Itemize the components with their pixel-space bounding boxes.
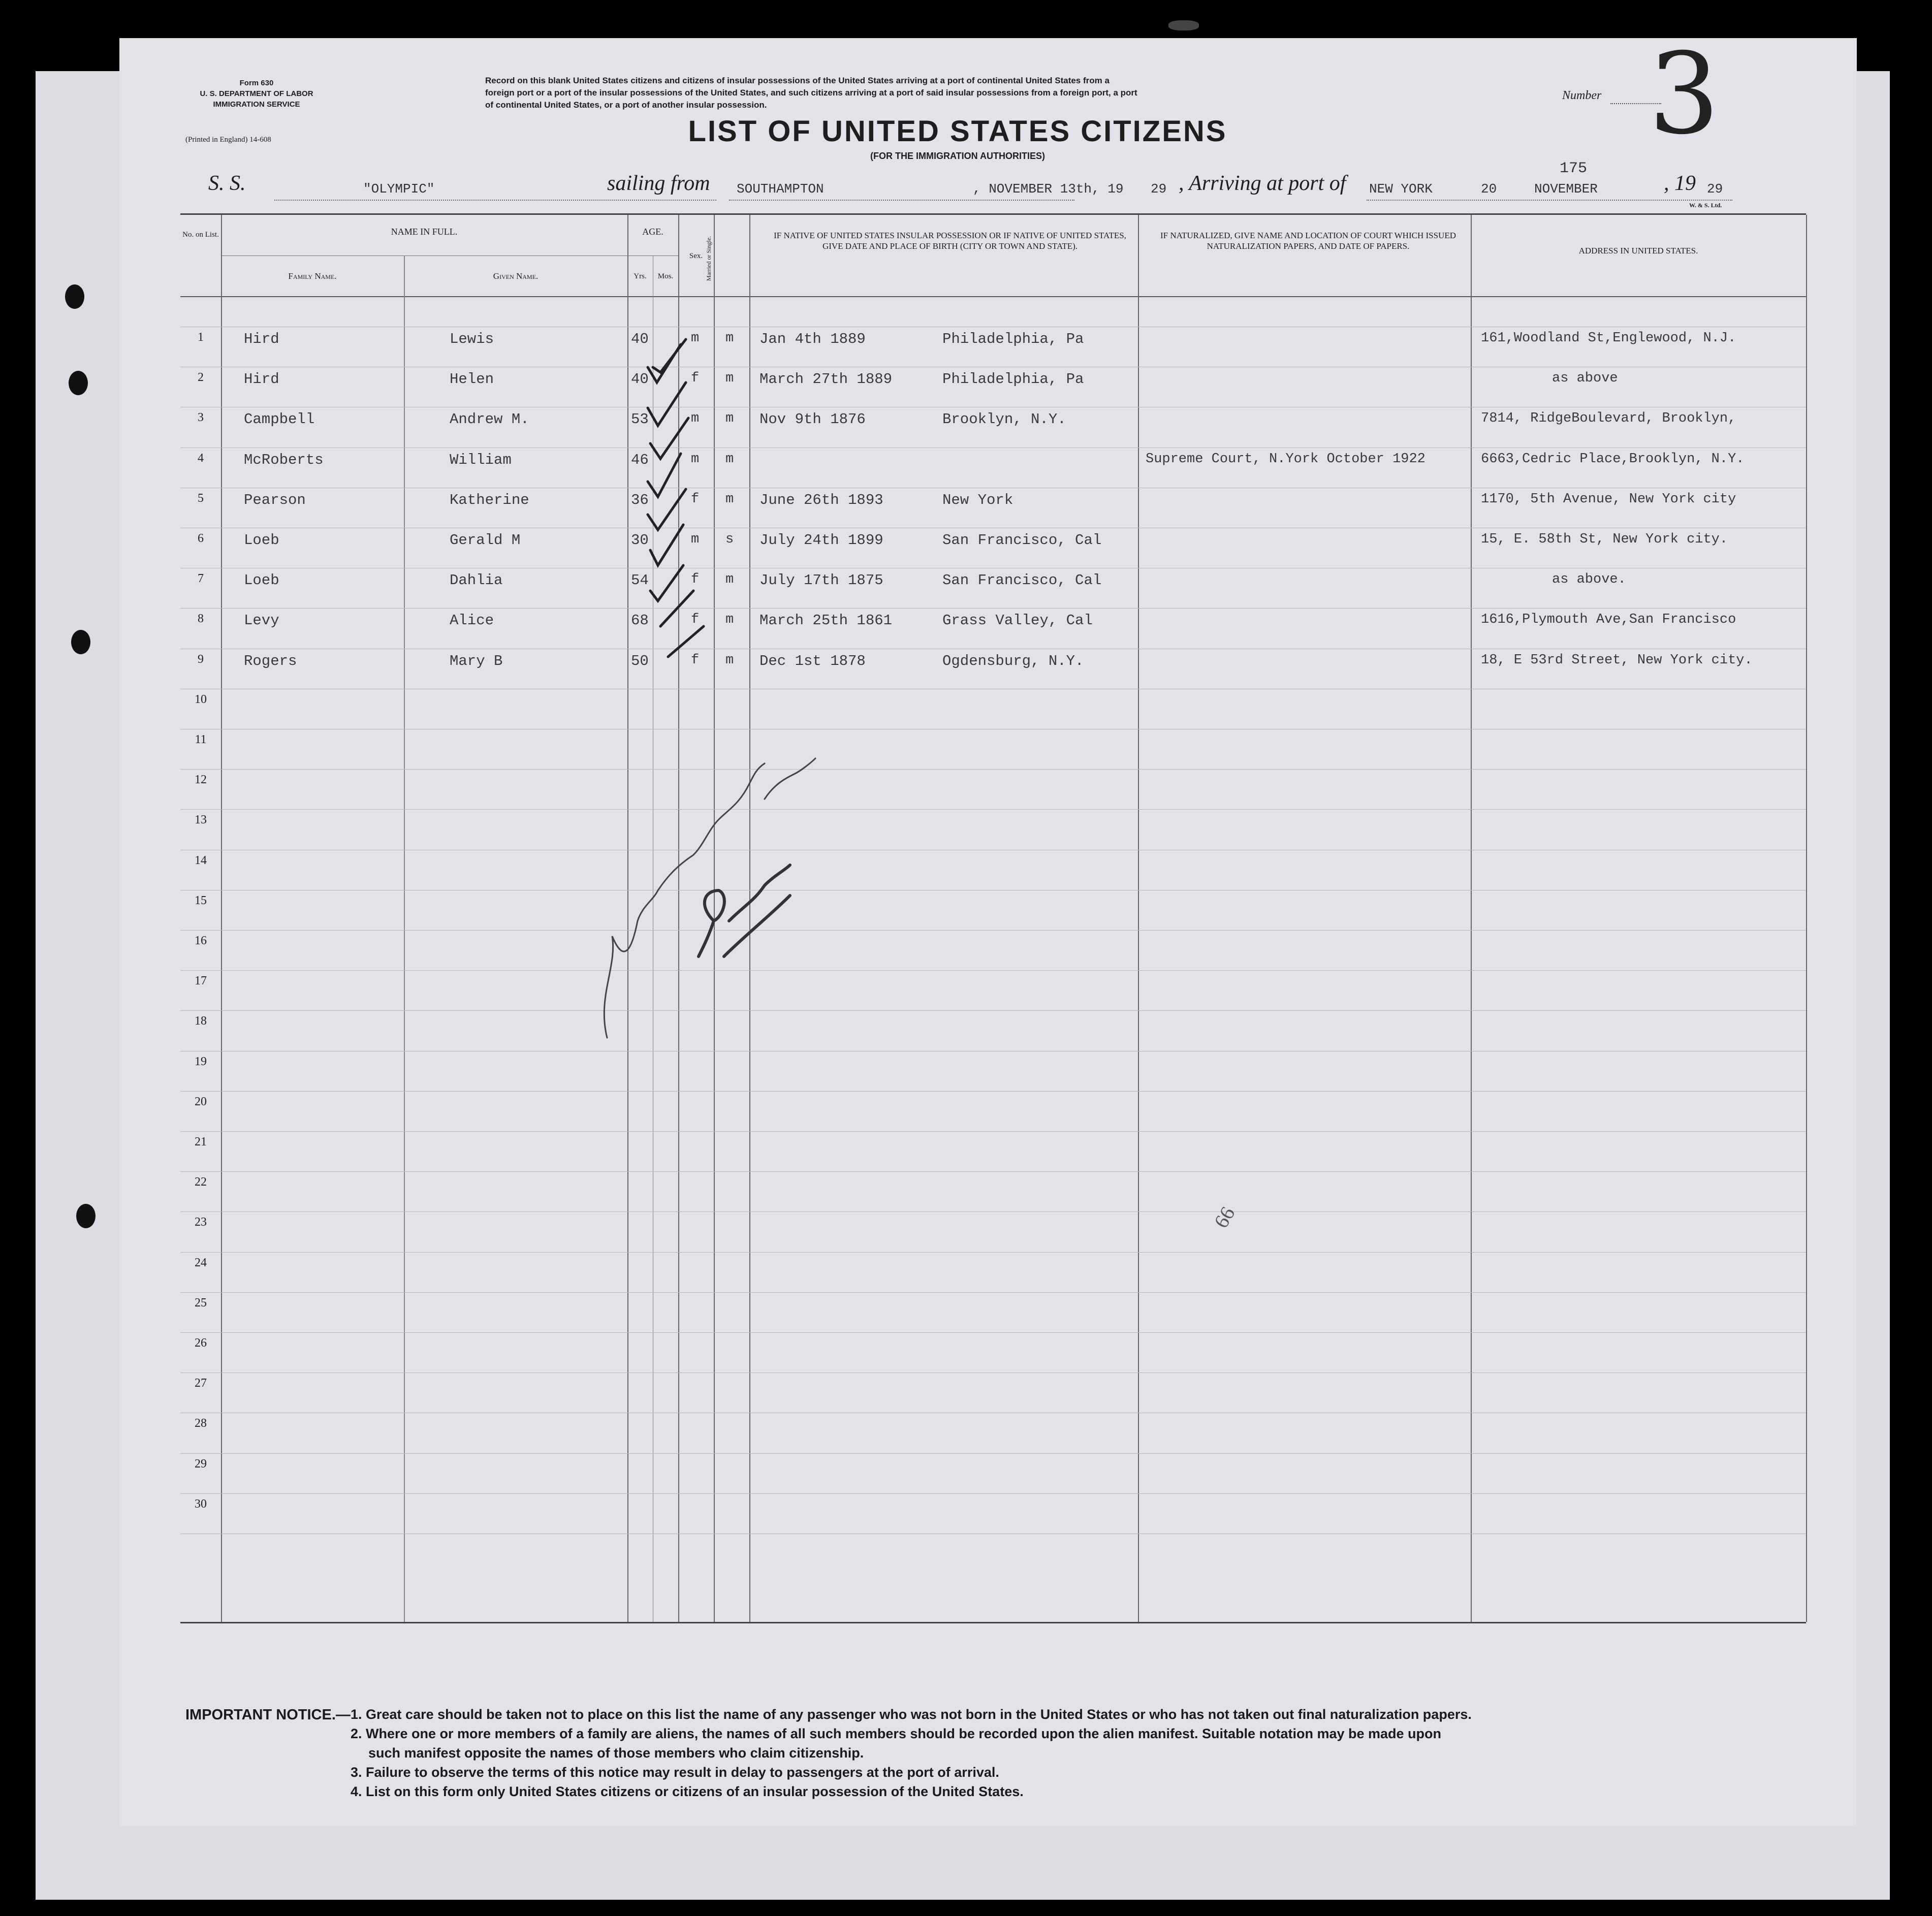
table-row (180, 813, 1806, 844)
notice-line-1: 1. Great care should be taken not to place on this list the name of any passenger who was not born in the United States or who has not taken out final naturalization papers. (351, 1707, 1472, 1722)
col-yrs-header: Yrs. (634, 272, 647, 280)
birth-place-cell: San Francisco, Cal (942, 572, 1102, 589)
arrive-year-prefix: , 19 (1664, 172, 1696, 195)
table-row (180, 452, 1806, 482)
given-name-cell: Katherine (450, 491, 529, 508)
form-number: Form 630 (239, 79, 274, 87)
check-marks (638, 337, 739, 667)
rownum-cell: 13 (195, 813, 207, 827)
col-naturalized-header: IF NATURALIZED, GIVE NAME AND LOCATION OF COURT WHICH ISSUED NATURALIZATION PAPERS, AND DATE OF PAPERS. (1160, 231, 1456, 251)
col-married-header: Married or Single. (705, 236, 712, 281)
family-name-cell: Rogers (244, 652, 297, 669)
birth-place-cell: Grass Valley, Cal (942, 612, 1093, 629)
rownum-cell: 19 (195, 1055, 207, 1068)
form-id-block (191, 78, 323, 110)
sex-cell: m (691, 411, 700, 427)
col-sex-header: Sex. (689, 252, 703, 260)
from-port: SOUTHAMPTON (737, 181, 824, 197)
birth-date-cell: June 26th 1893 (759, 491, 883, 508)
table-row (180, 1014, 1806, 1045)
table-row (180, 411, 1806, 441)
table-row (180, 1377, 1806, 1407)
rownum-cell: 17 (195, 974, 207, 988)
given-name-cell: Gerald M (450, 532, 521, 549)
rownum-cell: 11 (195, 733, 207, 746)
table-row (180, 1457, 1806, 1488)
sex-cell: f (691, 572, 700, 588)
arrive-month: NOVEMBER (1534, 181, 1598, 197)
rownum-cell: 8 (198, 612, 204, 626)
ship-line (274, 200, 716, 201)
rownum-cell: 24 (195, 1256, 207, 1269)
age-cell: 40 (631, 331, 649, 347)
list-number: 3 (1649, 29, 1720, 159)
age-cell: 40 (631, 371, 649, 388)
age-cell: 50 (631, 652, 649, 669)
rownum-cell: 26 (195, 1336, 207, 1350)
birth-date-cell: July 17th 1875 (759, 572, 883, 589)
table-row (180, 1095, 1806, 1126)
birth-date-cell: Dec 1st 1878 (759, 652, 866, 669)
marital-cell: m (725, 491, 734, 507)
sail-year: 29 (1151, 181, 1167, 197)
department: U. S. DEPARTMENT OF LABOR (200, 89, 313, 98)
rownum-cell: 21 (195, 1135, 207, 1148)
birth-date-cell: Nov 9th 1876 (759, 411, 866, 428)
table-row (180, 1055, 1806, 1085)
table-row (180, 854, 1806, 884)
col-line (1806, 215, 1807, 1622)
arrive-year: 29 (1707, 181, 1723, 197)
port-line (729, 200, 1074, 201)
rownum-cell: 4 (198, 451, 204, 465)
ship-name: "OLYMPIC" (363, 181, 435, 197)
rownum-cell: 5 (198, 491, 204, 505)
binder-hole (65, 284, 84, 309)
notice-line-3: 3. Failure to observe the terms of this notice may result in delay to passengers at the port of arrival. (351, 1765, 999, 1780)
rownum-cell: 1 (198, 331, 204, 344)
given-name-cell: Mary B (450, 652, 503, 669)
rownum-cell: 18 (195, 1014, 207, 1028)
rownum-cell: 15 (195, 893, 207, 907)
sex-cell: f (691, 491, 700, 507)
table-row (180, 1296, 1806, 1327)
given-name-cell: Dahlia (450, 572, 503, 589)
table-row (180, 331, 1806, 361)
table-row (180, 1417, 1806, 1447)
rownum-cell: 7 (198, 572, 204, 586)
notice-heading: IMPORTANT NOTICE.— (185, 1707, 351, 1723)
col-no-header: No. on List. (182, 231, 219, 239)
given-name-cell: William (450, 451, 512, 468)
table-row (180, 1497, 1806, 1528)
marital-cell: m (725, 371, 734, 387)
sex-cell: f (691, 652, 700, 668)
sex-cell: m (691, 451, 700, 467)
age-cell: 53 (631, 411, 649, 428)
rownum-cell: 30 (195, 1497, 207, 1511)
rownum-cell: 10 (195, 692, 207, 706)
arrive-line (1367, 200, 1732, 201)
family-name-cell: Hird (244, 371, 279, 388)
birth-date-cell: Jan 4th 1889 (759, 331, 866, 347)
instructions (485, 75, 1577, 111)
birth-date-cell: March 25th 1861 (759, 612, 893, 629)
address-cell: 18, E 53rd Street, New York city. (1481, 652, 1753, 668)
given-name-cell: Alice (450, 612, 494, 629)
sail-date: , NOVEMBER 13th, 19 (973, 181, 1124, 197)
col-name-header: NAME IN FULL. (391, 227, 458, 237)
instruction-line: of continental United States, or a port of another insular possession. (485, 100, 767, 110)
notice-line-4: 4. List on this form only United States citizens or citizens of an insular possession of the United States. (351, 1784, 1024, 1799)
table-row (180, 492, 1806, 522)
handwritten-signature (577, 753, 881, 1058)
binder-hole (69, 371, 88, 395)
rownum-cell: 23 (195, 1216, 207, 1229)
address-cell: 15, E. 58th St, New York city. (1481, 532, 1728, 547)
table-row (180, 934, 1806, 965)
arrive-mark: 175 (1560, 160, 1588, 177)
rownum-cell: 9 (198, 652, 204, 666)
binder-hole (76, 1204, 96, 1228)
table-row (180, 773, 1806, 804)
sex-cell: m (691, 532, 700, 547)
table-row (180, 1175, 1806, 1206)
number-label: Number (1562, 89, 1602, 102)
rownum-cell: 27 (195, 1377, 207, 1390)
sex-cell: f (691, 612, 700, 628)
instruction-line: Record on this blank United States citizens and citizens of insular possessions of the United States arriving at a port of continental United States from a (485, 76, 1110, 85)
address-cell: as above. (1552, 572, 1626, 588)
table-row (180, 974, 1806, 1005)
table-row (180, 532, 1806, 562)
sex-cell: m (691, 331, 700, 346)
address-cell: 6663,Cedric Place,Brooklyn, N.Y. (1481, 451, 1745, 467)
to-port: NEW YORK (1369, 181, 1433, 197)
birth-place-cell: Philadelphia, Pa (942, 371, 1084, 388)
rownum-cell: 14 (195, 853, 207, 867)
printer-mark: W. & S. Ltd. (1689, 202, 1722, 209)
notice-line-2: 2. Where one or more members of a family are aliens, the names of all such members should be recorded upon the alien manifest. Suitable notation may be made upon (351, 1726, 1442, 1741)
notice-line-2b: such manifest opposite the names of those members who claim citizenship. (368, 1745, 864, 1761)
naturalization-cell: Supreme Court, N.York October 1922 (1146, 451, 1426, 467)
family-name-cell: Campbell (244, 411, 315, 428)
margin-note: 66 (1209, 1202, 1240, 1232)
table-row (180, 1216, 1806, 1246)
address-cell: 161,Woodland St,Englewood, N.J. (1481, 331, 1736, 346)
marital-cell: m (725, 411, 734, 427)
rownum-cell: 2 (198, 371, 204, 385)
birth-place-cell: Brooklyn, N.Y. (942, 411, 1066, 428)
marital-cell: m (725, 451, 734, 467)
family-name-cell: Pearson (244, 491, 306, 508)
sailing-label: sailing from (607, 172, 710, 195)
age-cell: 46 (631, 451, 649, 468)
address-cell: 1170, 5th Avenue, New York city (1481, 491, 1736, 507)
col-given-header: Given Name. (493, 271, 539, 281)
page-title: LIST OF UNITED STATES CITIZENS (688, 115, 1227, 148)
marital-cell: m (725, 612, 734, 628)
table-row (180, 1135, 1806, 1166)
data-rows (180, 215, 1806, 1622)
rownum-cell: 6 (198, 532, 204, 545)
marital-cell: m (725, 572, 734, 588)
rownum-cell: 12 (195, 773, 207, 787)
address-cell: as above (1552, 371, 1618, 387)
marital-cell: m (725, 331, 734, 346)
address-cell: 1616,Plymouth Ave,San Francisco (1481, 612, 1736, 628)
birth-date-cell: July 24th 1899 (759, 532, 883, 549)
rownum-cell: 25 (195, 1296, 207, 1310)
table-row (180, 693, 1806, 723)
marital-cell: m (725, 652, 734, 668)
given-name-cell: Lewis (450, 331, 494, 347)
table-row (180, 1256, 1806, 1287)
age-cell: 30 (631, 532, 649, 549)
col-age-header: AGE. (642, 227, 663, 237)
birth-place-cell: San Francisco, Cal (942, 532, 1102, 549)
age-cell: 68 (631, 612, 649, 629)
family-name-cell: Hird (244, 331, 279, 347)
table-row (180, 1336, 1806, 1367)
age-cell: 54 (631, 572, 649, 589)
table-row (180, 894, 1806, 924)
paper-clip-mark (1168, 20, 1199, 30)
col-family-header: Family Name. (288, 271, 337, 281)
manifest-sheet (119, 29, 1857, 1826)
family-name-cell: Loeb (244, 532, 279, 549)
table-row (180, 371, 1806, 401)
table-row (180, 612, 1806, 643)
service: IMMIGRATION SERVICE (213, 100, 300, 109)
rownum-cell: 22 (195, 1175, 207, 1189)
table-row (180, 653, 1806, 683)
col-birth-header: IF NATIVE OF UNITED STATES INSULAR POSSESSION OR IF NATIVE OF UNITED STATES, GIVE DATE AND PLACE OF BIRTH (CITY OR TOWN AND STATE). (774, 231, 1126, 251)
family-name-cell: Levy (244, 612, 279, 629)
table-row (180, 572, 1806, 602)
instruction-line: foreign port or a port of the insular possessions of the United States, and such citizens arriving at a port of said insular possessions from a foreign port, a port (485, 88, 1137, 98)
rownum-cell: 28 (195, 1417, 207, 1430)
page-subtitle: (FOR THE IMMIGRATION AUTHORITIES) (870, 151, 1045, 161)
given-name-cell: Andrew M. (450, 411, 529, 428)
printed-note: (Printed in England) 14-608 (185, 136, 271, 144)
table-row (180, 733, 1806, 763)
marital-cell: s (725, 532, 734, 547)
arrive-day: 20 (1481, 181, 1497, 197)
sex-cell: f (691, 371, 700, 387)
rownum-cell: 3 (198, 411, 204, 425)
birth-place-cell: Ogdensburg, N.Y. (942, 652, 1084, 669)
family-name-cell: Loeb (244, 572, 279, 589)
birth-place-cell: New York (942, 491, 1013, 508)
ss-label: S. S. (208, 172, 246, 195)
family-name-cell: McRoberts (244, 451, 324, 468)
age-cell: 36 (631, 491, 649, 508)
birth-place-cell: Philadelphia, Pa (942, 331, 1084, 347)
col-address-header: ADDRESS IN UNITED STATES. (1578, 246, 1698, 256)
arriving-label: , Arriving at port of (1179, 172, 1346, 195)
rownum-cell: 16 (195, 934, 207, 947)
binder-hole (71, 630, 90, 654)
given-name-cell: Helen (450, 371, 494, 388)
address-cell: 7814, RidgeBoulevard, Brooklyn, (1481, 411, 1736, 427)
birth-date-cell: March 27th 1889 (759, 371, 893, 388)
col-mos-header: Mos. (657, 272, 674, 280)
manifest-table (180, 213, 1806, 1623)
rownum-cell: 29 (195, 1457, 207, 1471)
rownum-cell: 20 (195, 1095, 207, 1108)
